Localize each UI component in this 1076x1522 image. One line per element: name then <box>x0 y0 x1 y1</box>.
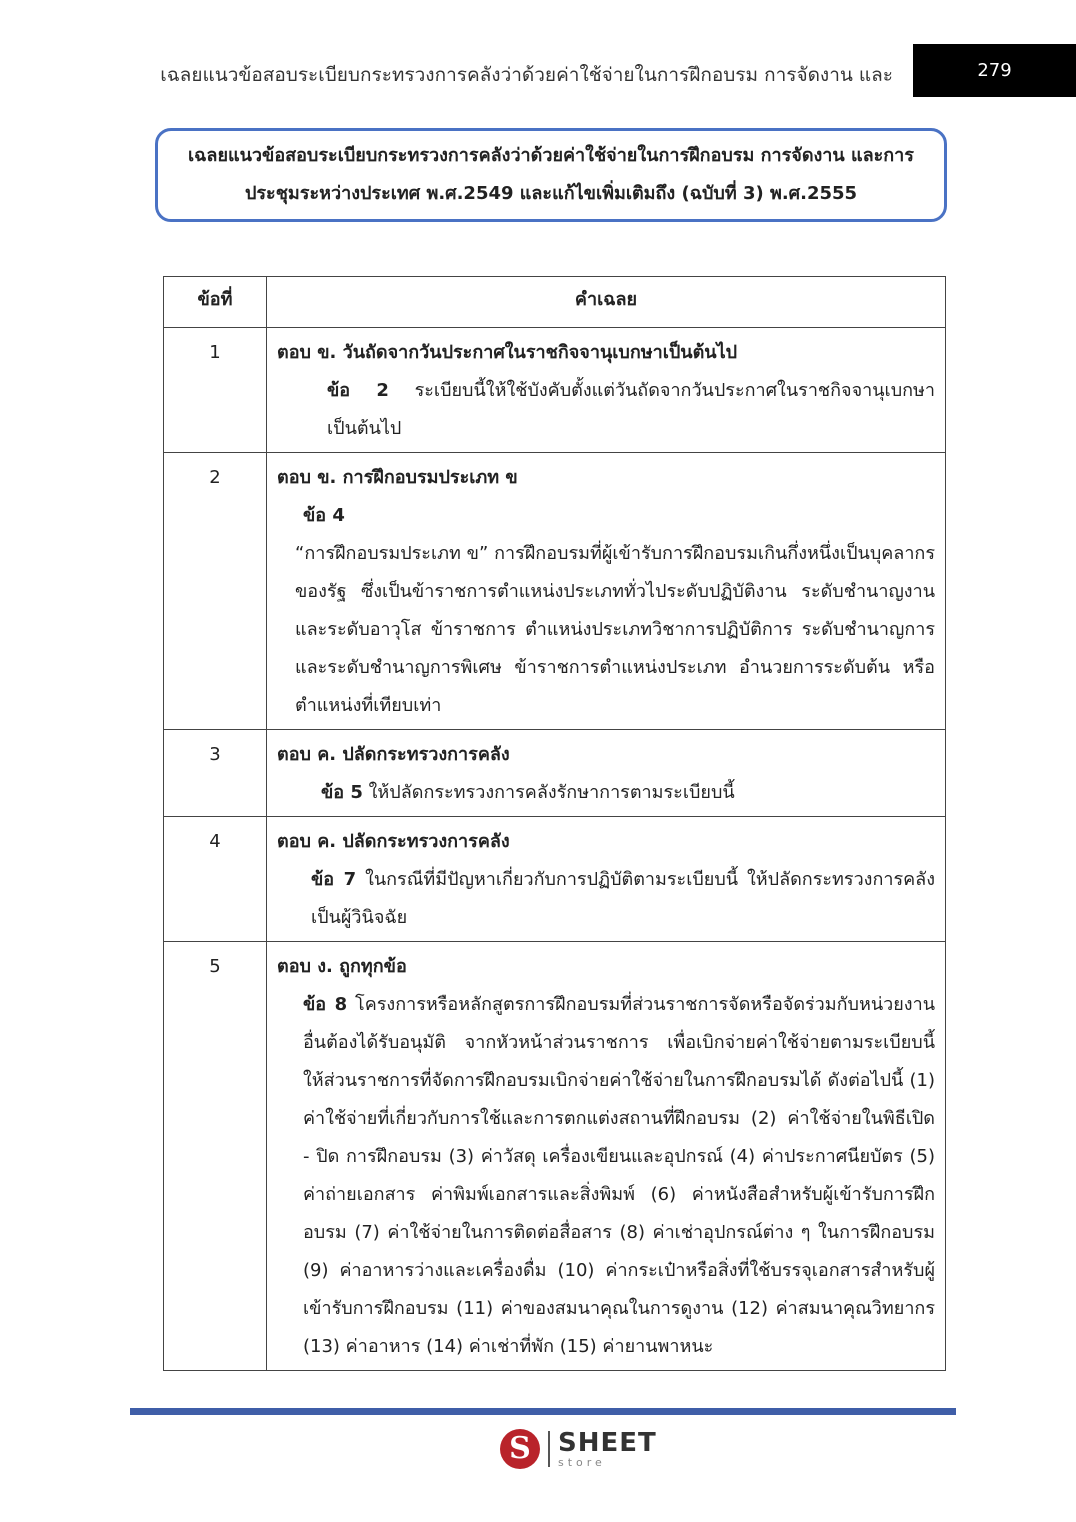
answer-cell <box>267 328 946 453</box>
answer-choice: ตอบ ข. วันถัดจากวันประกาศในราชกิจจานุเบกษาเป็นต้นไป <box>277 342 738 363</box>
clause-text: ระเบียบนี้ให้ใช้บังคับตั้งแต่วันถัดจากวันประกาศในราชกิจจานุเบกษา เป็นต้นไป <box>327 380 935 439</box>
question-number: 4 <box>164 817 267 942</box>
logo-name: SHEET <box>558 1428 657 1458</box>
answer-cell <box>267 730 946 817</box>
table-row <box>164 328 946 453</box>
clause-label: ข้อ 7 <box>311 869 357 890</box>
answer-choice: ตอบ ค. ปลัดกระทรวงการคลัง <box>277 831 510 852</box>
explanation <box>277 861 935 937</box>
clause-label: ข้อ 8 <box>303 994 348 1015</box>
logo-wordmark <box>558 1430 657 1468</box>
table-row <box>164 730 946 817</box>
running-title: เฉลยแนวข้อสอบระเบียบกระทรวงการคลังว่าด้วยค่าใช้จ่ายในการฝึกอบรม การจัดงาน และ <box>160 64 893 86</box>
title-line-2: ประชุมระหว่างประเทศ พ.ศ.2549 และแก้ไขเพิ่มเติมถึง (ฉบับที่ 3) พ.ศ.2555 <box>244 183 858 204</box>
header-question-number: ข้อที่ <box>164 277 267 328</box>
header-answer: คำเฉลย <box>267 277 946 328</box>
logo-subtitle: store <box>558 1456 606 1469</box>
clause-text: “การฝึกอบรมประเภท ข” การฝึกอบรมที่ผู้เข้ารับการฝึกอบรมเกินกึ่งหนึ่งเป็นบุคลากรของรัฐ ซึ่งเป็นข้าราชการตำแหน่งประเภททั่วไประดับปฏิบัติงาน ระดับชำนาญงานและระดับอาวุโส ข้าราชการ ตำแหน่งประเภทวิชาการปฏิบัติการ ระดับชำนาญการและระดับชำนาญการพิเศษ ข้าราชการตำแหน่งประเภท อำนวยการระดับต้น หรือตำแหน่งที่เทียบเท่า <box>295 543 935 716</box>
logo-separator <box>548 1431 550 1467</box>
clause-text: โครงการหรือหลักสูตรการฝึกอบรมที่ส่วนราชการจัดหรือจัดร่วมกับหน่วยงานอื่นต้องได้รับอนุมัติ จากหัวหน้าส่วนราชการ เพื่อเบิกจ่ายค่าใช้จ่ายตามระเบียบนี้ ให้ส่วนราชการที่จัดการฝึกอบรมเบิกจ่ายค่าใช้จ่ายในการฝึกอบรมได้ ดังต่อไปนี้ (1) ค่าใช้จ่ายที่เกี่ยวกับการใช้และการตกแต่งสถานที่ฝึกอบรม (2) ค่าใช้จ่ายในพิธีเปิด - ปิด การฝึกอบรม (3) ค่าวัสดุ เครื่องเขียนและอุปกรณ์ (4) ค่าประกาศนียบัตร (5) ค่าถ่ายเอกสาร ค่าพิมพ์เอกสารและสิ่งพิมพ์ (6) ค่าหนังสือสำหรับผู้เข้ารับการฝึกอบรม (7) ค่าใช้จ่ายในการติดต่อสื่อสาร (8) ค่าเช่าอุปกรณ์ต่าง ๆ ในการฝึกอบรม (9) ค่าอาหารว่างและเครื่องดื่ม (10) ค่ากระเป๋าหรือสิ่งที่ใช้บรรจุเอกสารสำหรับผู้เข้ารับการฝึกอบรม (11) ค่าของสมนาคุณในการดูงาน (12) ค่าสมนาคุณวิทยากร (13) ค่าอาหาร (14) ค่าเช่าที่พัก (15) ค่ายานพาหนะ <box>303 994 935 1357</box>
question-number: 1 <box>164 328 267 453</box>
answer-choice: ตอบ ข. การฝึกอบรมประเภท ข <box>277 467 518 488</box>
logo-s-icon <box>500 1429 540 1469</box>
document-title <box>155 128 947 222</box>
question-number: 2 <box>164 453 267 730</box>
answer-cell <box>267 942 946 1371</box>
clause-label: ข้อ 5 <box>321 782 363 803</box>
question-number: 5 <box>164 942 267 1371</box>
logo-letter: S <box>509 1431 531 1466</box>
clause-text: ให้ปลัดกระทรวงการคลังรักษาการตามระเบียบนี้ <box>368 782 735 803</box>
explanation <box>277 774 935 812</box>
clause-label: ข้อ 2 <box>327 380 389 401</box>
footer-divider <box>130 1408 956 1415</box>
answer-choice: ตอบ ง. ถูกทุกข้อ <box>277 956 407 977</box>
table-row <box>164 817 946 942</box>
answer-cell <box>267 453 946 730</box>
explanation <box>277 372 935 448</box>
page-number: 279 <box>913 44 1076 97</box>
table-row <box>164 942 946 1371</box>
sheet-store-logo <box>500 1426 657 1472</box>
clause-label: ข้อ 4 <box>303 505 345 526</box>
title-line-1: เฉลยแนวข้อสอบระเบียบกระทรวงการคลังว่าด้วยค่าใช้จ่ายในการฝึกอบรม การจัดงาน และการ <box>188 145 914 166</box>
answer-table <box>163 276 946 1371</box>
clause-text: ในกรณีที่มีปัญหาเกี่ยวกับการปฏิบัติตามระเบียบนี้ ให้ปลัดกระทรวงการคลังเป็นผู้วินิจฉัย <box>311 869 935 928</box>
answer-choice: ตอบ ค. ปลัดกระทรวงการคลัง <box>277 744 510 765</box>
answer-cell <box>267 817 946 942</box>
running-header <box>0 0 1076 98</box>
question-number: 3 <box>164 730 267 817</box>
table-header-row <box>164 277 946 328</box>
explanation <box>277 986 935 1366</box>
table-row <box>164 453 946 730</box>
